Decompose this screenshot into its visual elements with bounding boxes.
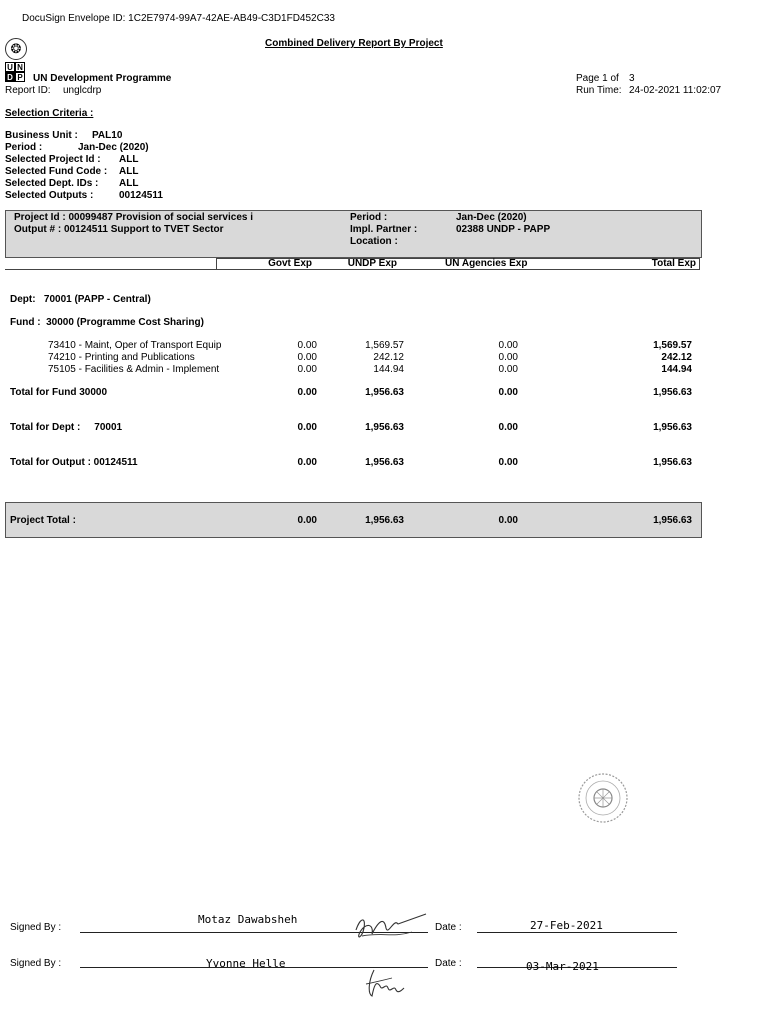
column-header: UNDP Exp [347, 258, 397, 269]
report-id-label: Report ID: [5, 85, 51, 96]
criteria-label: Selected Outputs : [5, 190, 94, 201]
criteria-value: ALL [119, 154, 139, 165]
logo-letter: P [15, 72, 25, 82]
agencies-exp: 0.00 [498, 457, 518, 468]
item-label: 73410 - Maint, Oper of Transport Equip [48, 340, 222, 351]
total-label: Total for Output : 00124511 [10, 457, 138, 468]
govt-exp: 0.00 [297, 364, 317, 375]
undp-exp: 1,956.63 [365, 515, 404, 526]
total-exp: 1,569.57 [653, 340, 692, 351]
undp-logo [5, 38, 27, 82]
report-id-value: unglcdrp [63, 85, 102, 96]
total-label: Total for Dept : 70001 [10, 422, 123, 433]
date-label: Date : [435, 958, 462, 969]
project-line: Project Id : 00099487 Provision of social services i [14, 212, 254, 223]
column-header: Govt Exp [268, 258, 312, 269]
run-time-label: Run Time: [576, 85, 622, 96]
agencies-exp: 0.00 [498, 352, 518, 363]
fund-line: Fund : 30000 (Programme Cost Sharing) [10, 317, 204, 328]
envelope-id: DocuSign Envelope ID: 1C2E7974-99A7-42AE-AB49-C3D1FD452C33 [22, 13, 335, 24]
criteria-value: ALL [119, 166, 139, 177]
sign-date: 27-Feb-2021 [530, 919, 603, 932]
period-label: Period : [350, 212, 388, 223]
total-exp: 1,956.63 [653, 422, 692, 433]
date-label: Date : [435, 922, 462, 933]
page-value: 3 [629, 73, 635, 84]
signed-by-label: Signed By : [10, 958, 62, 969]
dept-line: Dept: 70001 (PAPP - Central) [10, 294, 151, 305]
govt-exp: 0.00 [297, 422, 317, 433]
agencies-exp: 0.00 [498, 422, 518, 433]
column-header-right-rule [699, 258, 700, 269]
total-exp: 144.94 [661, 364, 692, 375]
govt-exp: 0.00 [297, 387, 317, 398]
govt-exp: 0.00 [297, 352, 317, 363]
logo-letter: U [5, 62, 15, 72]
criteria-value: 00124511 [119, 190, 163, 201]
govt-exp: 0.00 [297, 515, 317, 526]
signed-by-label: Signed By : [10, 922, 62, 933]
criteria-label: Business Unit : [5, 130, 78, 141]
criteria-value: Jan-Dec (2020) [78, 142, 149, 153]
criteria-value: PAL10 [92, 130, 123, 141]
period-value: Jan-Dec (2020) [456, 212, 527, 223]
total-exp: 1,956.63 [653, 387, 692, 398]
total-exp: 1,956.63 [653, 515, 692, 526]
partner-label: Impl. Partner : [350, 224, 418, 235]
signer-name: Motaz Dawabsheh [198, 913, 298, 926]
govt-exp: 0.00 [297, 340, 317, 351]
handwritten-signature [362, 966, 408, 1003]
agencies-exp: 0.00 [498, 515, 518, 526]
logo-letter: D [5, 72, 15, 82]
item-label: 75105 - Facilities & Admin - Implement [48, 364, 220, 375]
page-label: Page 1 of [576, 73, 619, 84]
date-line [477, 932, 677, 933]
total-label: Project Total : [10, 515, 76, 526]
column-header-bottom-rule [5, 269, 700, 270]
logo-letter: N [15, 62, 25, 72]
agencies-exp: 0.00 [498, 387, 518, 398]
undp-exp: 242.12 [373, 352, 404, 363]
undp-exp: 1,956.63 [365, 387, 404, 398]
column-header-left-rule [216, 258, 217, 269]
undp-exp: 1,956.63 [365, 457, 404, 468]
signer-name: Yvonne Helle [206, 957, 286, 970]
un-seal-stamp [576, 771, 630, 828]
partner-value: 02388 UNDP - PAPP [456, 224, 551, 235]
total-label: Total for Fund 30000 [10, 387, 108, 398]
handwritten-signature [352, 910, 428, 947]
criteria-label: Selected Dept. IDs : [5, 178, 99, 189]
column-header: Total Exp [651, 258, 696, 269]
undp-exp: 1,569.57 [365, 340, 404, 351]
agencies-exp: 0.00 [498, 364, 518, 375]
criteria-label: Selected Project Id : [5, 154, 101, 165]
criteria-label: Selected Fund Code : [5, 166, 108, 177]
criteria-label: Period : [5, 142, 43, 153]
un-emblem-icon: ❂ [5, 38, 27, 60]
sign-date: 03-Mar-2021 [526, 960, 599, 973]
agencies-exp: 0.00 [498, 340, 518, 351]
undp-exp: 1,956.63 [365, 422, 404, 433]
run-time-value: 24-02-2021 11:02:07 [629, 85, 722, 96]
total-exp: 242.12 [661, 352, 692, 363]
location-label: Location : [350, 236, 398, 247]
org-name: UN Development Programme [33, 73, 172, 84]
total-exp: 1,956.63 [653, 457, 692, 468]
item-label: 74210 - Printing and Publications [48, 352, 195, 363]
report-title: Combined Delivery Report By Project [265, 38, 443, 49]
output-line: Output # : 00124511 Support to TVET Sector [14, 224, 224, 235]
criteria-heading: Selection Criteria : [5, 108, 94, 119]
criteria-value: ALL [119, 178, 139, 189]
govt-exp: 0.00 [297, 457, 317, 468]
undp-exp: 144.94 [373, 364, 404, 375]
column-header: UN Agencies Exp [445, 258, 528, 269]
